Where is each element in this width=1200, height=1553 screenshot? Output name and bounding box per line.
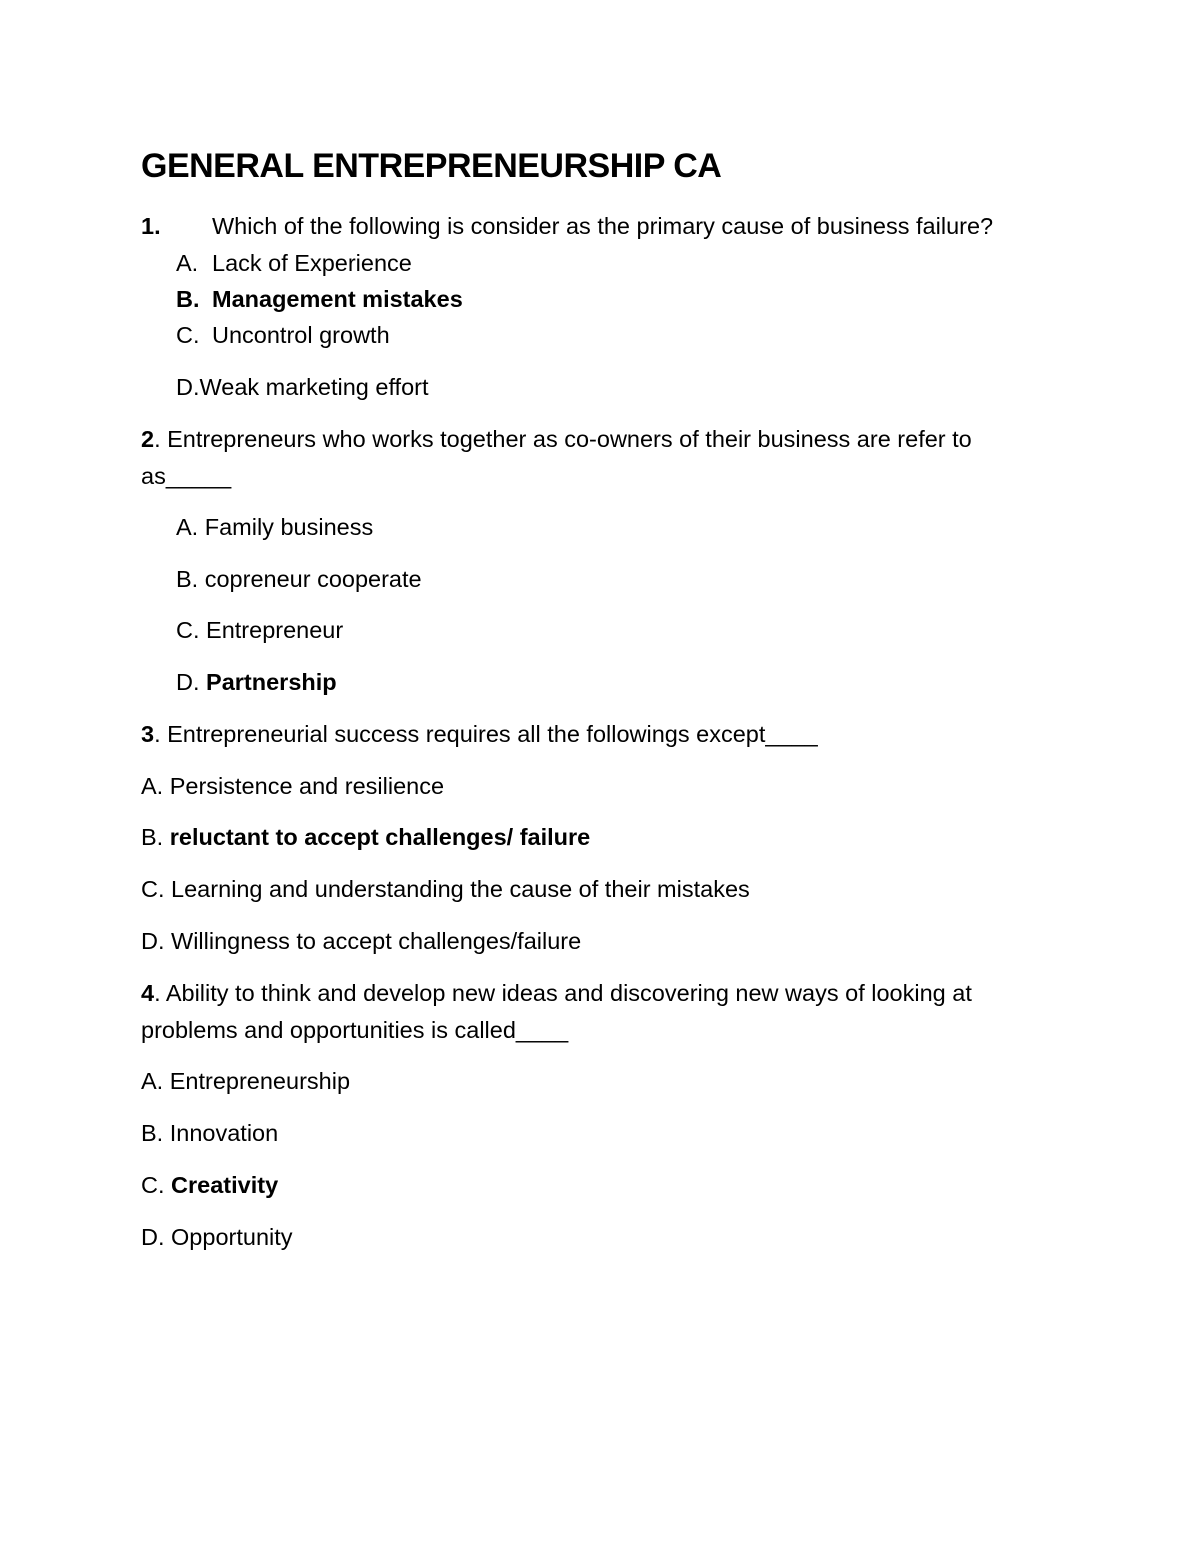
question-3-number: 3 (141, 721, 155, 747)
question-1-option-c (176, 320, 390, 350)
question-2-text-line2: as_____ (141, 463, 232, 489)
question-3-text: . Entrepreneurial success requires all the followings except____ (154, 721, 818, 747)
question-2-option-c: C. Entrepreneur (176, 617, 344, 643)
question-2 (141, 424, 972, 454)
correct-answer: Creativity (171, 1172, 279, 1198)
question-1-option-a (176, 248, 412, 278)
document-title: GENERAL ENTREPRENEURSHIP CA (141, 147, 722, 185)
question-2-option-a: A. Family business (176, 514, 374, 540)
option-prefix: C. (141, 1172, 172, 1198)
question-4-text-line2: problems and opportunities is called____ (141, 1017, 569, 1043)
question-3-option-d: D. Willingness to accept challenges/failure (141, 928, 582, 954)
option-text: Uncontrol growth (212, 322, 390, 348)
question-1-option-b (176, 284, 463, 314)
question-4-option-a: A. Entrepreneurship (141, 1068, 351, 1094)
question-1-option-d: D.Weak marketing effort (176, 374, 429, 400)
question-3-option-a: A. Persistence and resilience (141, 773, 445, 799)
correct-answer: reluctant to accept challenges/ failure (169, 824, 591, 850)
option-text: Management mistakes (212, 286, 463, 312)
option-letter: A. (176, 250, 199, 276)
question-2-option-d (176, 667, 337, 697)
question-1-number: 1. (141, 213, 161, 239)
question-2-text: . Entrepreneurs who works together as co-owners of their business are refer to (154, 426, 972, 452)
option-prefix: D. (176, 669, 207, 695)
question-1 (141, 211, 993, 241)
correct-answer: Partnership (206, 669, 337, 695)
question-4-number: 4 (141, 980, 155, 1006)
question-4 (141, 978, 972, 1008)
question-4-option-c (141, 1170, 278, 1200)
option-prefix: B. (141, 824, 170, 850)
question-4-text: . Ability to think and develop new ideas and discovering new ways of looking at (154, 980, 972, 1006)
question-3 (141, 719, 818, 749)
question-4-option-b: B. Innovation (141, 1120, 279, 1146)
option-letter: B. (176, 286, 200, 312)
option-letter: C. (176, 322, 200, 348)
option-text: Lack of Experience (212, 250, 412, 276)
question-2-number: 2 (141, 426, 155, 452)
question-4-option-d: D. Opportunity (141, 1224, 293, 1250)
question-1-text: Which of the following is consider as the primary cause of business failure? (212, 213, 994, 239)
question-2-option-b: B. copreneur cooperate (176, 566, 422, 592)
question-3-option-b (141, 822, 590, 852)
question-3-option-c: C. Learning and understanding the cause of their mistakes (141, 876, 750, 902)
